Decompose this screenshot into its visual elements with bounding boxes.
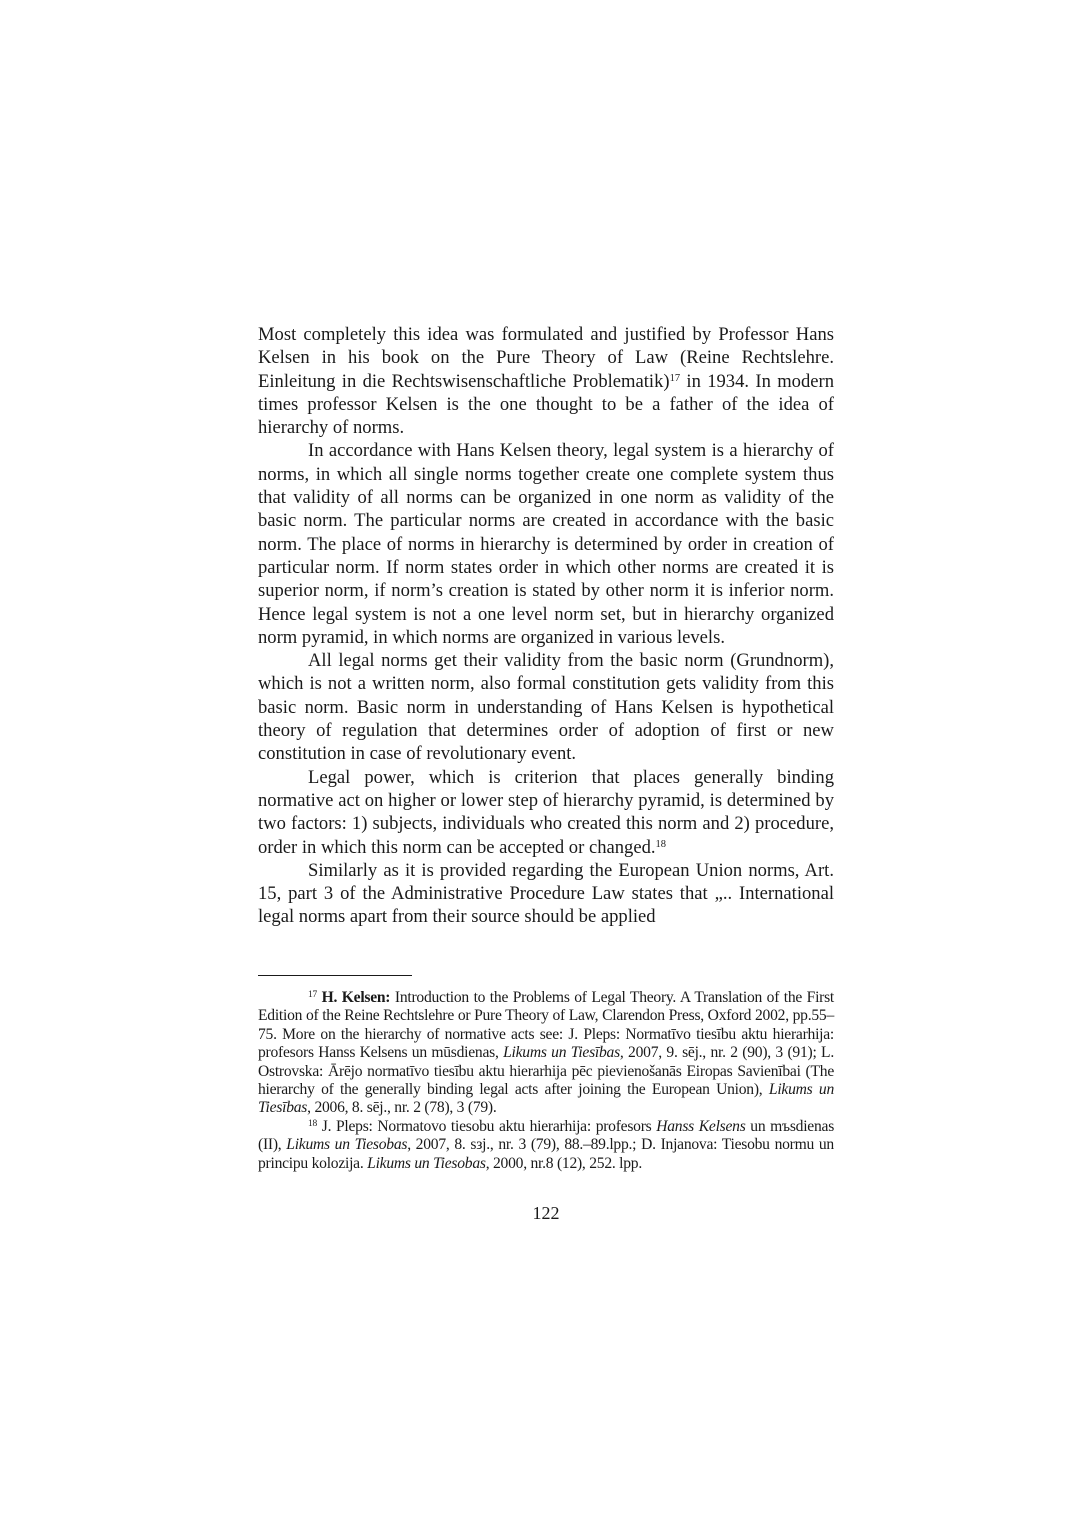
page-number: 122: [532, 1203, 560, 1223]
footnote-ref-17[interactable]: 17: [669, 372, 681, 384]
paragraph-1: [258, 323, 834, 439]
paragraph-4: [258, 766, 834, 859]
footnote-17-text-cont: 2007, 9. sēj., nr. 2 (90), 3 (91); L. Ostrovska: Ārējo normatīvo tiesību aktu hierarhija pēc pievienošanās Eiropas Savienībai (The hierarchy of the generally binding legal acts after joining the European Union),: [258, 1044, 834, 1099]
footnote-18-text: J. Pleps: Normatovo tiesobu aktu hierarhija: profesors: [317, 1117, 657, 1135]
footnote-separator: [258, 975, 412, 976]
footnotes: [258, 989, 834, 1173]
footnote-17-author: H. Kelsen:: [321, 989, 391, 1006]
footnote-17-journal-2: Likums un Tiesības: [258, 1081, 835, 1117]
document-page: [258, 323, 834, 929]
footnote-18-journal: Likums un Tiesobas: [286, 1136, 408, 1154]
footnote-18-text-mid: , 2007, 8. sзj., nr. 3 (79), 88.–89.lpp.; D. Injanova: Tiesobu normu un principu kolozija.: [258, 1136, 834, 1172]
paragraph-2: [258, 439, 834, 649]
footnote-17-text: Introduction to the Problems of Legal Theory. A Translation of the First Edition of the Reine Rechtslehre or Pure Theory of Law, Clarendon Press, Oxford 2002, pp.55–75. More on the hierarchy of normative acts see: J. Pleps: Normatīvo tiesību aktu hierarhija: profesors Hanss Kelsens un mūsdienas,: [258, 989, 835, 1062]
footnote-18-journal-2: Likums un Tiesobas: [367, 1154, 486, 1172]
paragraph-5-text: Similarly as it is provided regarding the European Union norms, Art. 15, part 3 of the Administrative Procedure Law states that „.. International legal norms apart from their source should be applied: [258, 859, 834, 928]
footnote-18-author-name: Hanss Kelsens: [656, 1117, 746, 1135]
footnote-17: [258, 989, 834, 1118]
footnote-18-text-end: , 2000, nr.8 (12), 252. lpp.: [485, 1154, 642, 1172]
footnote-18: [258, 1118, 834, 1173]
footnote-18-text-cont: un mъsdienas (II),: [258, 1117, 835, 1154]
footnote-17-text-end: , 2006, 8. sēj., nr. 2 (78), 3 (79).: [307, 1099, 497, 1117]
paragraph-2-text: In accordance with Hans Kelsen theory, legal system is a hierarchy of norms, in which all single norms together create one complete system thus that validity of all norms can be organized in one norm as validity of the basic norm. The particular norms are created in accordance with the basic norm. The place of norms in hierarchy is determined by order in creation of particular norm. If norm states order in which other norms are created it is superior norm, if norm’s creation is stated by other norm it is inferior norm. Hence legal system is not a one level norm set, but in hierarchy organized norm pyramid, in which norms are organized in various levels.: [258, 440, 834, 648]
paragraph-3: [258, 649, 834, 765]
footnote-ref-18[interactable]: 18: [655, 838, 667, 850]
paragraph-5: [258, 859, 834, 929]
footnote-18-number: 18: [308, 1118, 317, 1129]
paragraph-3-text: All legal norms get their validity from the basic norm (Grundnorm), which is not a written norm, also formal constitution gets validity from this basic norm. Basic norm in understanding of Hans Kelsen is hypothetical theory of regulation that determines order of adoption of first or new constitution in case of revolutionary event.: [258, 650, 834, 765]
body-text: [258, 323, 834, 929]
paragraph-4-text: Legal power, which is criterion that places generally binding normative act on higher or lower step of hierarchy pyramid, is determined by two factors: 1) subjects, individuals who created this norm and 2) procedure, order in which this norm can be accepted or changed.: [258, 766, 834, 858]
paragraph-1-text-cont: in 1934. In modern times professor Kelsen is the one thought to be a father of the idea of hierarchy of norms.: [258, 370, 834, 439]
paragraph-1-text: Most completely this idea was formulated and justified by Professor Hans Kelsen in his book on the Pure Theory of Law (Reine Rechtslehre. Einleitung in die Rechtswisenschaftliche Problematik): [258, 324, 834, 392]
footnote-17-journal: Likums un Tiesības,: [503, 1044, 624, 1062]
footnote-17-number: 17: [308, 990, 317, 1000]
